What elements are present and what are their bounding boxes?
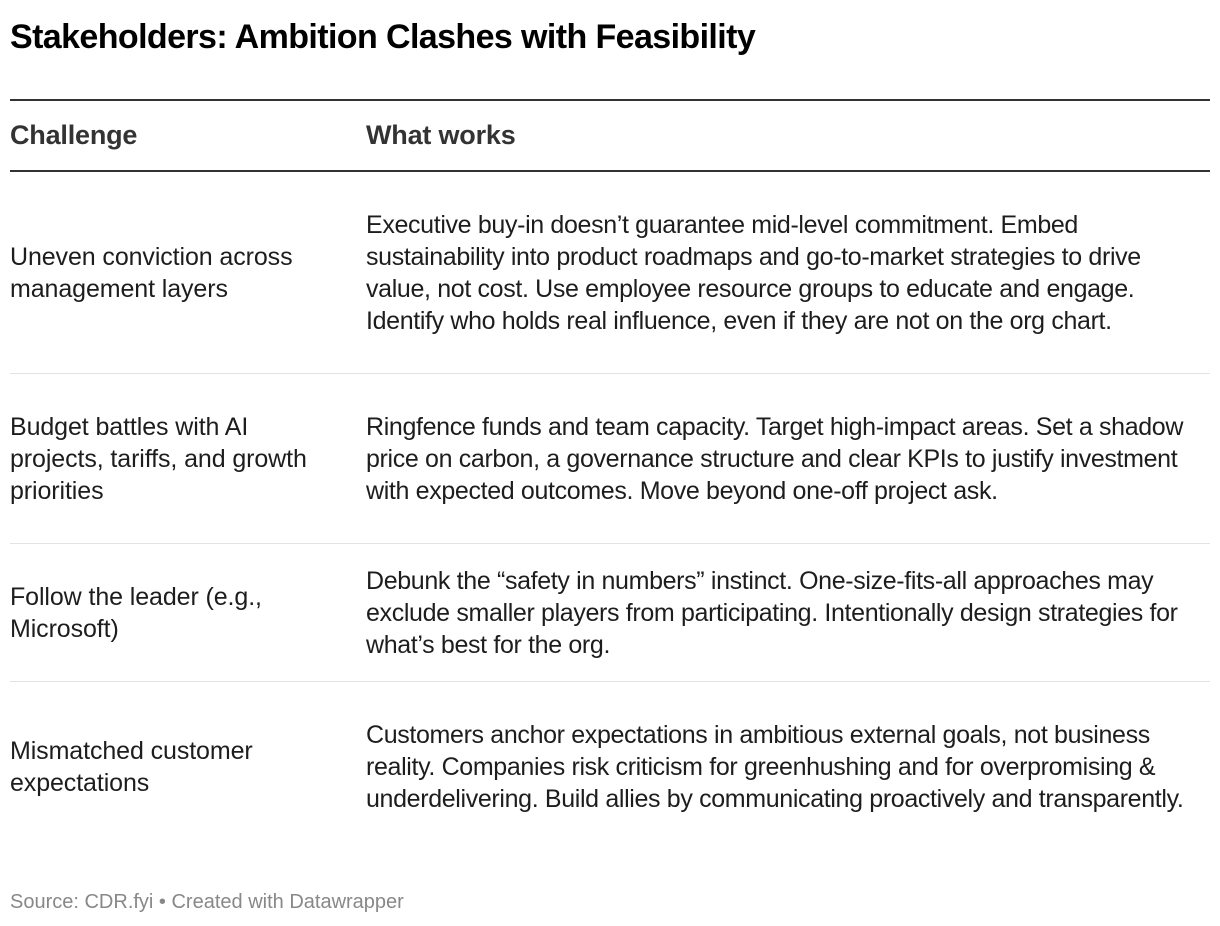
source-note: Source: CDR.fyi • Created with Datawrapper: [10, 891, 404, 913]
header-challenge: Challenge: [10, 120, 138, 150]
table-row: [10, 682, 1210, 852]
challenge-cell: Uneven conviction across management layers: [10, 242, 293, 303]
header-what-works: What works: [366, 120, 516, 150]
challenge-cell: Budget battles with AI projects, tariffs, and growth priorities: [10, 412, 307, 505]
page: [10, 0, 1210, 913]
challenge-cell: Follow the leader (e.g., Microsoft): [10, 582, 262, 643]
what-works-cell: Debunk the “safety in numbers” instinct. One-size-fits-all approaches may exclude smaller players from participating. Intentionally design strategies for what’s best for the org.: [366, 566, 1178, 659]
what-works-cell: Customers anchor expectations in ambitious external goals, not business reality. Companies risk criticism for greenhushing and for overpromising & underdelivering. Build allies by communicating proactively and transparently.: [366, 721, 1184, 813]
table-row: [10, 544, 1210, 682]
what-works-cell: Ringfence funds and team capacity. Target high-impact areas. Set a shadow price on carbon, a governance structure and clear KPIs to justify investment with expected outcomes. Move beyond one-off project ask.: [366, 412, 1184, 505]
what-works-cell: Executive buy-in doesn’t guarantee mid-level commitment. Embed sustainability into product roadmaps and go-to-market strategies to drive value, not cost. Use employee resource groups to educate and engage. Identify who holds real influence, even if they are not on the org chart.: [366, 210, 1141, 335]
page-title: Stakeholders: Ambition Clashes with Feasibility: [10, 18, 756, 56]
table-row: [10, 374, 1210, 544]
table-row: [10, 172, 1210, 374]
table-header: [10, 101, 1210, 172]
challenges-table: [10, 99, 1210, 852]
challenge-cell: Mismatched customer expectations: [10, 737, 253, 797]
